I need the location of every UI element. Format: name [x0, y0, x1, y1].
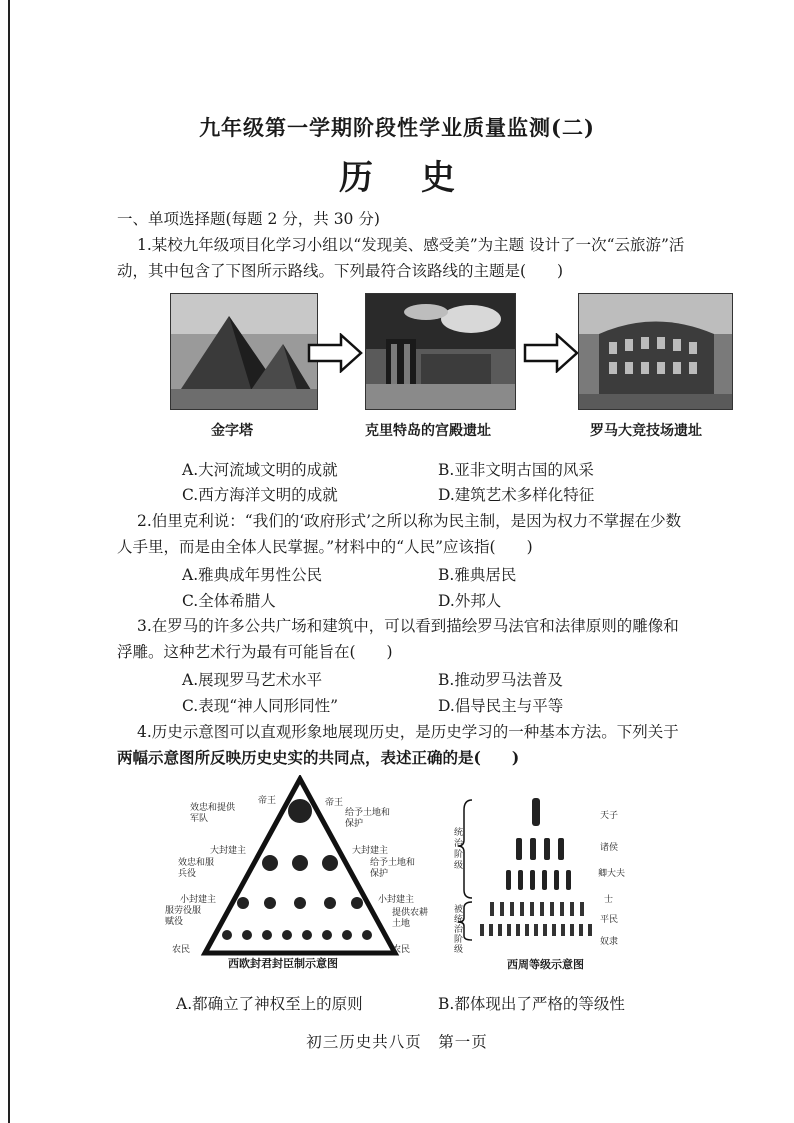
rank-label-shi: 士: [604, 895, 614, 905]
pyramid-photo: [170, 293, 318, 410]
left-label-5: 服劳役服赋役: [165, 906, 202, 927]
q4-stem-line1: 4.历史示意图可以直观形象地展现历史，是历史学习的一种基本方法。下列关于: [137, 723, 679, 741]
right-label-2: 给予土地和保护: [345, 808, 391, 829]
q3-option-d[interactable]: D.倡导民主与平等: [438, 697, 564, 715]
q2-option-c[interactable]: C.全体希腊人: [182, 592, 276, 610]
q1-stem-line2: 动，其中包含了下图所示路线。下列最符合该路线的主题是( ): [117, 262, 564, 280]
q1-stem-line1: 1.某校九年级项目化学习小组以“发现美、感受美”为主题 设计了一次“云旅游”活: [137, 236, 685, 254]
page-footer: 初三历史共八页 第一页: [306, 1033, 488, 1051]
left-label-4: 小封建主: [180, 895, 217, 905]
q1-option-d[interactable]: D.建筑艺术多样化特征: [438, 486, 595, 504]
q1-option-c[interactable]: C.西方海洋文明的成就: [182, 486, 338, 504]
q2-option-b[interactable]: B.雅典居民: [438, 566, 517, 584]
right-label-6: 提供农耕土地: [392, 908, 429, 929]
feudal-diagram-caption: 西欧封君封臣制示意图: [228, 957, 338, 970]
q3-stem-line2: 浮雕。这种艺术行为最有可能旨在( ): [117, 643, 393, 661]
left-label-3: 效忠和服兵役: [178, 858, 215, 879]
right-label-1: 帝王: [325, 798, 344, 808]
q3-option-a[interactable]: A.展现罗马艺术水平: [182, 671, 323, 689]
left-label-2: 大封建主: [210, 846, 247, 856]
subject-title: 历史: [339, 158, 503, 198]
colosseum-photo: [578, 293, 733, 410]
zhou-diagram-caption: 西周等级示意图: [507, 958, 584, 971]
exam-title: 九年级第一学期阶段性学业质量监测(二): [199, 115, 595, 140]
q2-option-d[interactable]: D.外邦人: [438, 592, 502, 610]
caption-crete: 克里特岛的宫殿遗址: [365, 423, 491, 439]
rank-label-qingdafu: 卿大夫: [598, 869, 626, 879]
q3-option-c[interactable]: C.表现“神人同形同性”: [182, 697, 339, 715]
q3-stem-line1: 3.在罗马的许多公共广场和建筑中，可以看到描绘罗马法官和法律原则的雕像和: [137, 617, 679, 635]
group-label-ruled: 被统治阶级: [454, 905, 464, 955]
zhou-hierarchy-diagram: [450, 790, 610, 950]
section-heading: 一、单项选择题(每题 2 分，共 30 分): [117, 210, 380, 228]
arrow-right-icon: [307, 333, 363, 377]
right-label-3: 大封建主: [352, 846, 389, 856]
rank-label-nuli: 奴隶: [600, 937, 619, 947]
q2-stem-line1: 2.伯里克利说：“我们的‘政府形式’之所以称为民主制，是因为权力不掌握在少数: [137, 512, 682, 530]
caption-pyramid: 金字塔: [211, 423, 253, 439]
q2-option-a[interactable]: A.雅典成年男性公民: [182, 566, 323, 584]
left-label-6: 农民: [172, 945, 191, 955]
q4-option-b[interactable]: B.都体现出了严格的等级性: [438, 995, 625, 1013]
q3-option-b[interactable]: B.推动罗马法普及: [438, 671, 563, 689]
q4-option-a[interactable]: A.都确立了神权至上的原则: [176, 995, 363, 1013]
q4-stem-line2: 两幅示意图所反映历史史实的共同点，表述正确的是( ): [117, 748, 520, 767]
rank-label-pingmin: 平民: [600, 915, 619, 925]
group-label-ruling: 统治阶级: [454, 828, 464, 871]
arrow-right-icon: [523, 333, 579, 377]
crete-palace-photo: [365, 293, 516, 410]
q1-option-a[interactable]: A.大河流域文明的成就: [182, 461, 338, 479]
rank-label-zhuhou: 诸侯: [600, 843, 619, 853]
rank-label-tianzi: 天子: [600, 811, 619, 821]
right-label-4: 给予土地和保护: [370, 858, 416, 879]
caption-colosseum: 罗马大竞技场遗址: [590, 423, 702, 439]
right-label-7: 农民: [392, 945, 411, 955]
right-label-5: 小封建主: [378, 895, 415, 905]
q2-stem-line2: 人手里，而是由全体人民掌握。”材料中的“人民”应该指( ): [117, 538, 533, 556]
left-label-1: 效忠和提供军队: [190, 803, 236, 824]
pyramid-apex-label: 帝王: [258, 796, 277, 806]
q1-option-b[interactable]: B.亚非文明古国的风采: [438, 461, 594, 479]
